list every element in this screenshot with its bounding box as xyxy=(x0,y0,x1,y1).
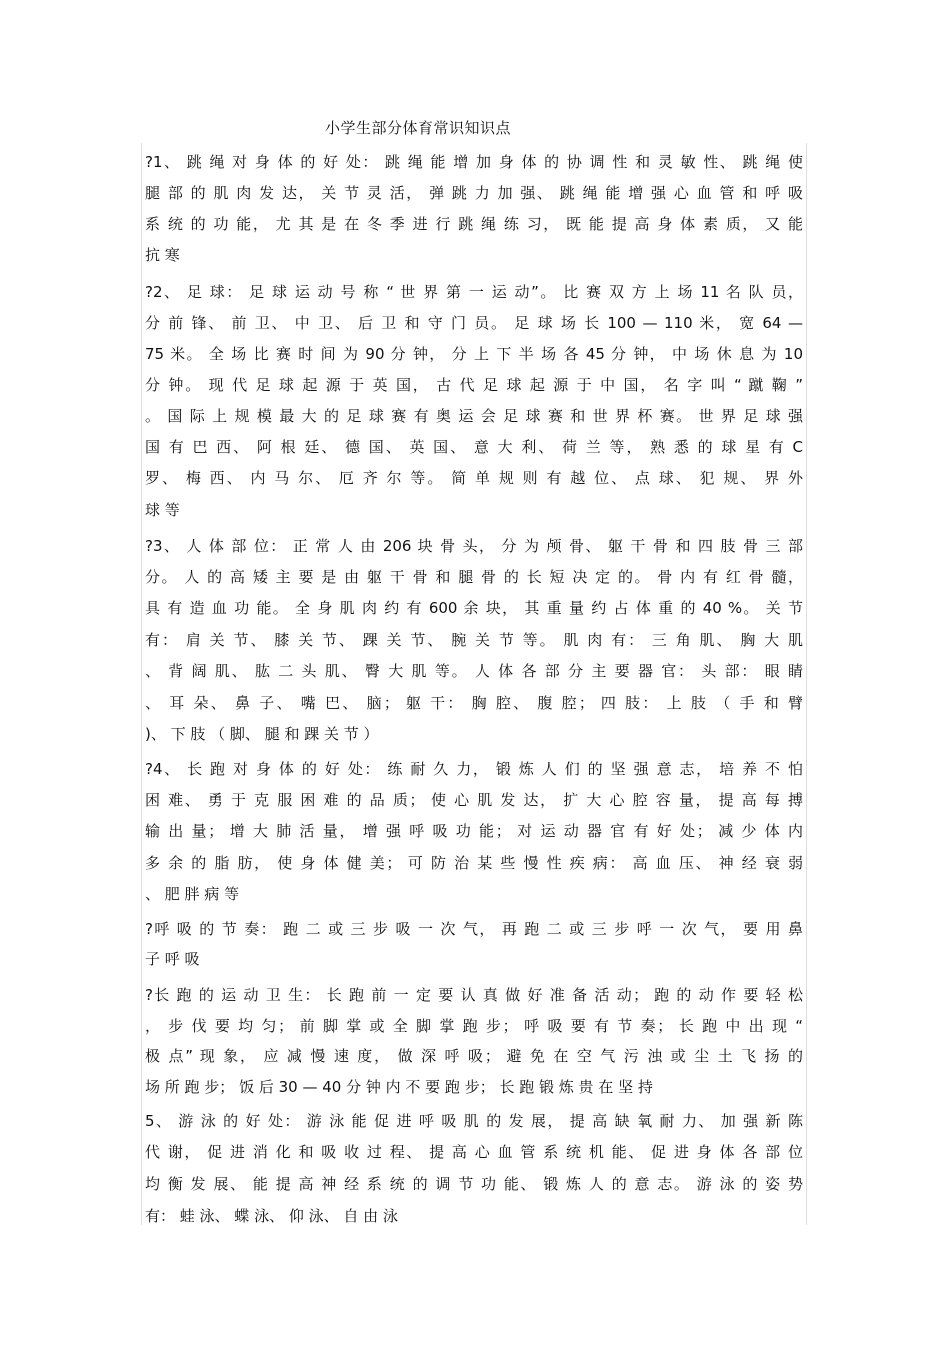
left-margin-rule xyxy=(141,143,142,1225)
text-line: 75 米。 全 场 比 赛 时 间 为 90 分 钟， 分 上 下 半 场 各 45 分 钟， 中 场 休 息 为 10 xyxy=(145,345,803,363)
text-line: 分 钟。 现 代 足 球 起 源 于 英 国， 古 代 足 球 起 源 于 中 国， 名 字 叫 “ 蹴 鞠 ” xyxy=(145,376,803,394)
text-line: 、 耳 朵、 鼻 子、 嘴 巴、 脑； 躯 干： 胸 腔、 腹 腔； 四 肢： 上 肢 （ 手 和 臂 xyxy=(145,694,803,712)
text-line: 球 等 xyxy=(145,501,180,519)
document-title: 小学生部分体育常识知识点 xyxy=(325,119,512,137)
text-line: ， 步 伐 要 均 匀； 前 脚 掌 或 全 脚 掌 跑 步； 呼 吸 要 有 节 奏； 长 跑 中 出 现 “ xyxy=(145,1017,803,1035)
text-line: 多 余 的 脂 肪， 使 身 体 健 美； 可 防 治 某 些 慢 性 疾 病： 高 血 压、 神 经 衰 弱 xyxy=(145,854,803,872)
text-line: 困 难、 勇 于 克 服 困 难 的 品 质； 使 心 肌 发 达， 扩 大 心 腔 容 量， 提 高 每 搏 xyxy=(145,791,803,809)
text-line: 、 肥 胖 病 等 xyxy=(145,885,240,903)
text-line: 代 谢， 促 进 消 化 和 吸 收 过 程、 提 高 心 血 管 系 统 机 能、 促 进 身 体 各 部 位 xyxy=(145,1143,803,1161)
text-line: 5、 游 泳 的 好 处： 游 泳 能 促 进 呼 吸 肌 的 发 展， 提 高 缺 氧 耐 力、 加 强 新 陈 xyxy=(145,1112,803,1130)
text-line: 极 点” 现 象， 应 减 慢 速 度， 做 深 呼 吸； 避 免 在 空 气 污 浊 或 尘 土 飞 扬 的 xyxy=(145,1047,803,1065)
text-line: ?1、 跳 绳 对 身 体 的 好 处： 跳 绳 能 增 加 身 体 的 协 调 性 和 灵 敏 性、 跳 绳 使 xyxy=(145,153,803,171)
text-line: 场 所 跑 步； 饭 后 30 — 40 分 钟 内 不 要 跑 步； 长 跑 锻 炼 贵 在 坚 持 xyxy=(145,1078,653,1096)
text-line: 。 国 际 上 规 模 最 大 的 足 球 赛 有 奥 运 会 足 球 赛 和 世 界 杯 赛。 世 界 足 球 强 xyxy=(145,407,803,425)
text-line: 罗、 梅 西、 内 马 尔、 厄 齐 尔 等。 简 单 规 则 有 越 位、 点 球、 犯 规、 界 外 xyxy=(145,469,803,487)
text-line: ?2、 足 球： 足 球 运 动 号 称 “ 世 界 第 一 运 动”。 比 赛 双 方 上 场 11 名 队 员， xyxy=(145,283,803,301)
text-line: 抗 寒 xyxy=(145,246,180,264)
text-line: ?4、 长 跑 对 身 体 的 好 处： 练 耐 久 力， 锻 炼 人 们 的 坚 强 意 志， 培 养 不 怕 xyxy=(145,760,803,778)
text-line: 均 衡 发 展、 能 提 高 神 经 系 统 的 调 节 功 能、 锻 炼 人 的 意 志。 游 泳 的 姿 势 xyxy=(145,1175,803,1193)
text-line: 腿 部 的 肌 肉 发 达， 关 节 灵 活， 弹 跳 力 加 强、 跳 绳 能 增 强 心 血 管 和 呼 吸 xyxy=(145,184,803,202)
text-line: 分 前 锋、 前 卫、 中 卫、 后 卫 和 守 门 员。 足 球 场 长 100 — 110 米， 宽 64 — xyxy=(145,314,803,332)
text-line: 输 出 量； 增 大 肺 活 量， 增 强 呼 吸 功 能； 对 运 动 器 官 有 好 处； 减 少 体 内 xyxy=(145,822,803,840)
text-line: 国 有 巴 西、 阿 根 廷、 德 国、 英 国、 意 大 利、 荷 兰 等， 熟 悉 的 球 星 有 C xyxy=(145,438,803,456)
right-margin-rule xyxy=(806,143,807,1225)
text-line: 具 有 造 血 功 能。 全 身 肌 肉 约 有 600 余 块， 其 重 量 约 占 体 重 的 40 %。 关 节 xyxy=(145,599,803,617)
text-line: 、 背 阔 肌、 肱 二 头 肌、 臀 大 肌 等。 人 体 各 部 分 主 要 器 官： 头 部： 眼 睛 xyxy=(145,662,803,680)
text-line: ?3、 人 体 部 位： 正 常 人 由 206 块 骨 头， 分 为 颅 骨、 躯 干 骨 和 四 肢 骨 三 部 xyxy=(145,537,803,555)
text-line: ?长 跑 的 运 动 卫 生： 长 跑 前 一 定 要 认 真 做 好 准 备 活 动； 跑 的 动 作 要 轻 松 xyxy=(145,986,803,1004)
text-line: 有： 蛙 泳、 蝶 泳、 仰 泳、 自 由 泳 xyxy=(145,1207,398,1225)
text-line: 有： 肩 关 节、 膝 关 节、 踝 关 节、 腕 关 节 等。 肌 肉 有： 三 角 肌、 胸 大 肌 xyxy=(145,631,803,649)
text-line: )、 下 肢 （ 脚、 腿 和 踝 关 节 ） xyxy=(145,725,379,743)
text-line: 子 呼 吸 xyxy=(145,950,200,968)
text-line: ?呼 吸 的 节 奏： 跑 二 或 三 步 吸 一 次 气， 再 跑 二 或 三 步 呼 一 次 气， 要 用 鼻 xyxy=(145,920,803,938)
text-line: 系 统 的 功 能， 尤 其 是 在 冬 季 进 行 跳 绳 练 习， 既 能 提 高 身 体 素 质， 又 能 xyxy=(145,215,803,233)
text-line: 分。 人 的 高 矮 主 要 是 由 躯 干 骨 和 腿 骨 的 长 短 决 定 的。 骨 内 有 红 骨 髓， xyxy=(145,568,803,586)
